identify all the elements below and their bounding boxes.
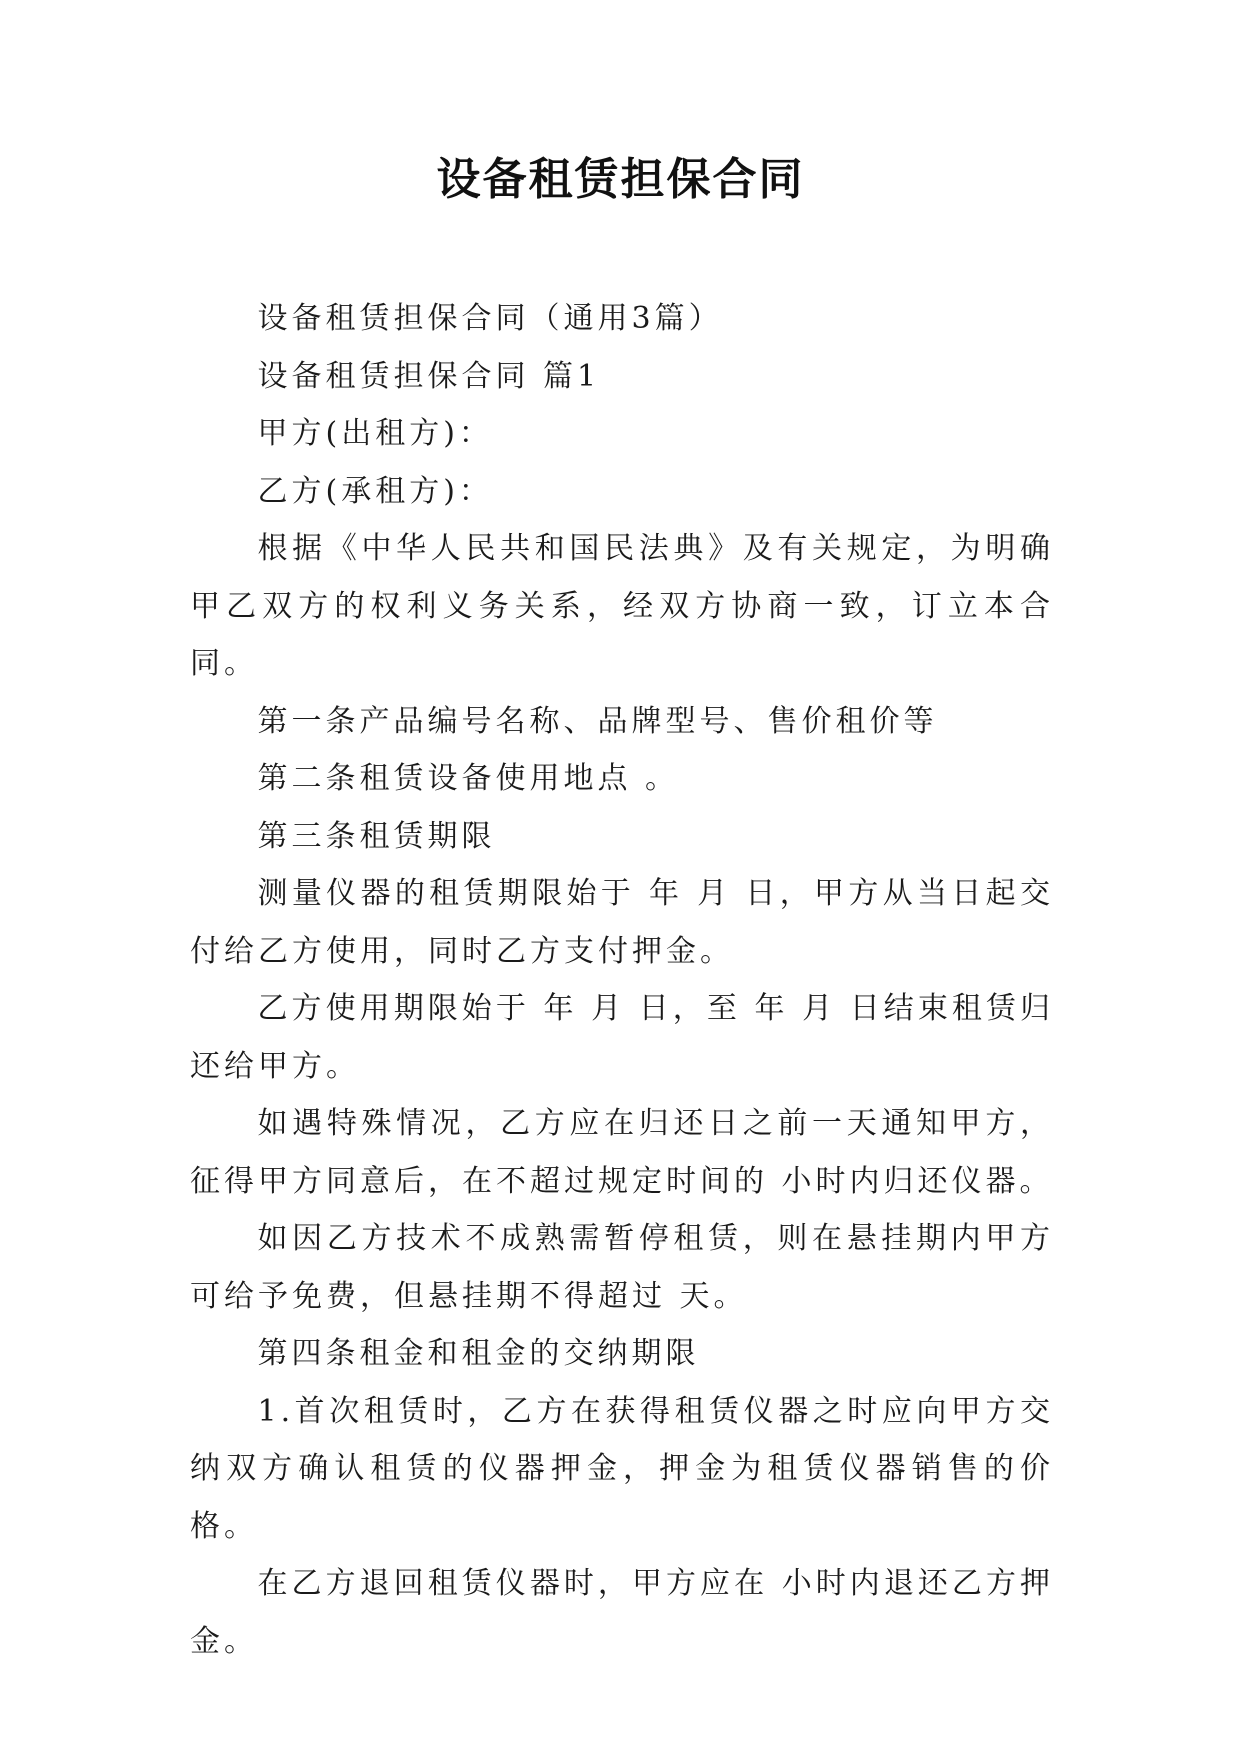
paragraph-article-1: 第一条产品编号名称、品牌型号、售价租价等 [257,703,938,739]
document-body [190,290,1054,1670]
paragraph-lease-start: 测量仪器的租赁期限始于 年 月 日，甲方从当日起交付给乙方使用，同时乙方支付押金。 [190,876,1054,969]
paragraph-deposit: 1.首次租赁时，乙方在获得租赁仪器之时应向甲方交纳双方确认租赁的仪器押金，押金为租赁仪器销售的价格。 [190,1393,1054,1544]
paragraph-deposit-refund: 在乙方退回租赁仪器时，甲方应在 小时内退还乙方押金。 [190,1566,1054,1659]
paragraph-suspension: 如因乙方技术不成熟需暂停租赁，则在悬挂期内甲方可给予免费，但悬挂期不得超过 天。 [190,1221,1054,1314]
paragraph-preamble: 根据《中华人民共和国民法典》及有关规定，为明确甲乙双方的权利义务关系，经双方协商一致，订立本合同。 [190,531,1054,681]
document-title: 设备租赁担保合同 [436,154,805,205]
paragraph-collection-title: 设备租赁担保合同（通用3篇） [257,301,723,336]
paragraph-article-4: 第四条租金和租金的交纳期限 [257,1336,700,1371]
paragraph-special-case: 如遇特殊情况，乙方应在归还日之前一天通知甲方，征得甲方同意后，在不超过规定时间的 小时内归还仪器。 [190,1106,1054,1199]
paragraph-part-heading: 设备租赁担保合同 篇1 [257,358,601,394]
paragraph-party-b: 乙方(承租方)： [257,473,493,509]
paragraph-article-2: 第二条租赁设备使用地点 。 [257,761,680,796]
paragraph-use-period: 乙方使用期限始于 年 月 日，至 年 月 日结束租赁归还给甲方。 [190,991,1054,1084]
paragraph-party-a: 甲方(出租方)： [257,416,493,451]
paragraph-article-3: 第三条租赁期限 [257,818,496,854]
